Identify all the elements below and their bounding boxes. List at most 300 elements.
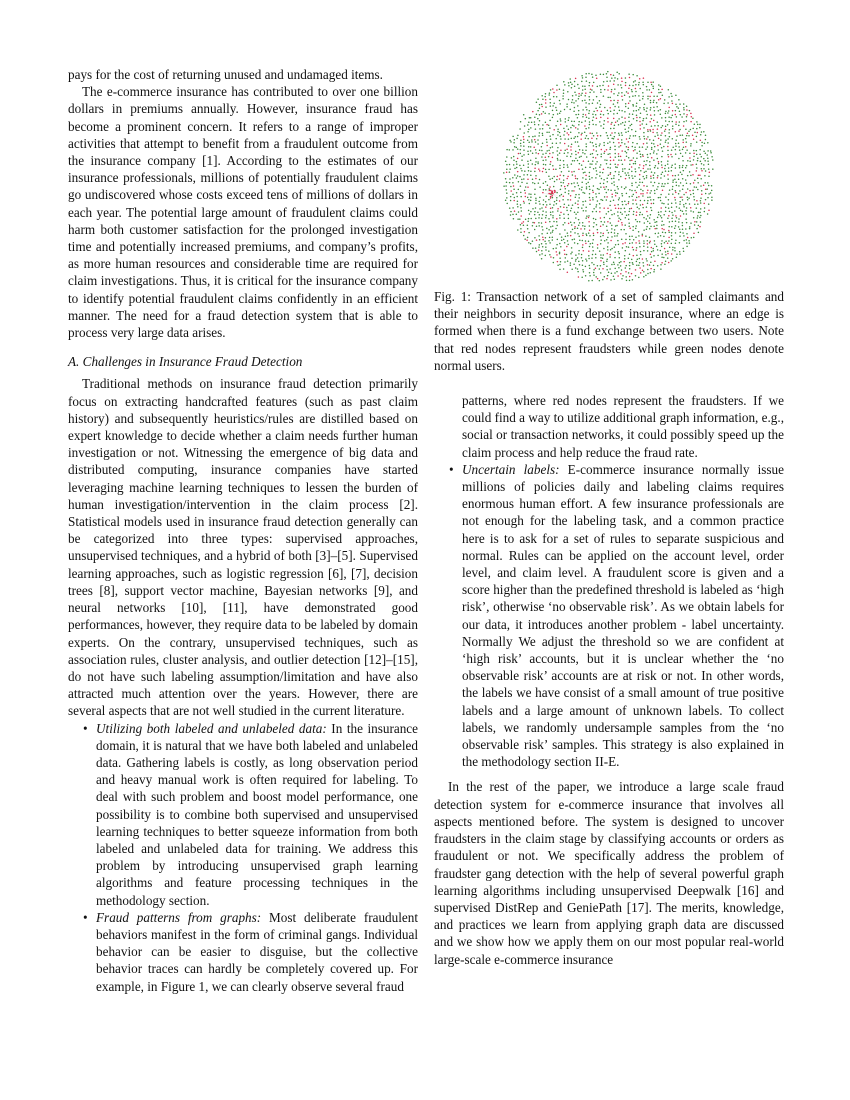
fraud-node xyxy=(642,235,644,237)
normal-node xyxy=(584,131,586,133)
normal-node xyxy=(585,106,587,108)
normal-node xyxy=(544,240,546,242)
normal-node xyxy=(687,160,689,162)
normal-node xyxy=(681,116,683,118)
normal-node xyxy=(639,138,641,140)
normal-node xyxy=(513,188,515,190)
normal-node xyxy=(634,168,636,170)
fraud-node xyxy=(668,107,670,109)
normal-node xyxy=(662,125,664,127)
normal-node xyxy=(505,199,507,201)
fraud-node xyxy=(635,242,637,244)
fraud-node xyxy=(523,221,525,223)
normal-node xyxy=(675,225,677,227)
normal-node xyxy=(589,121,591,123)
normal-node xyxy=(599,145,601,147)
normal-node xyxy=(621,238,623,240)
normal-node xyxy=(577,141,579,143)
fraud-node xyxy=(610,74,612,76)
normal-node xyxy=(516,167,518,169)
normal-node xyxy=(528,210,530,212)
normal-node xyxy=(617,113,619,115)
normal-node xyxy=(537,143,539,145)
normal-node xyxy=(682,156,684,158)
normal-node xyxy=(563,134,565,136)
normal-node xyxy=(683,121,685,123)
normal-node xyxy=(592,199,594,201)
normal-node xyxy=(552,237,554,239)
normal-node xyxy=(587,182,589,184)
normal-node xyxy=(699,154,701,156)
normal-node xyxy=(555,138,557,140)
normal-node xyxy=(545,159,547,161)
normal-node xyxy=(610,134,612,136)
fraud-node xyxy=(546,145,548,147)
fraud-node xyxy=(693,182,695,184)
normal-node xyxy=(564,229,566,231)
normal-node xyxy=(534,229,536,231)
normal-node xyxy=(510,211,512,213)
normal-node xyxy=(639,246,641,248)
normal-node xyxy=(690,164,692,166)
normal-node xyxy=(568,193,570,195)
normal-node xyxy=(582,168,584,170)
normal-node xyxy=(682,165,684,167)
normal-node xyxy=(697,124,699,126)
normal-node xyxy=(571,102,573,104)
normal-node xyxy=(649,223,651,225)
normal-node xyxy=(539,186,541,188)
normal-node xyxy=(690,143,692,145)
normal-node xyxy=(664,264,666,266)
normal-node xyxy=(542,128,544,130)
normal-node xyxy=(607,142,609,144)
normal-node xyxy=(661,221,663,223)
normal-node xyxy=(609,268,611,270)
normal-node xyxy=(624,258,626,260)
normal-node xyxy=(519,176,521,178)
normal-node xyxy=(572,99,574,101)
normal-node xyxy=(627,172,629,174)
normal-node xyxy=(586,135,588,137)
normal-node xyxy=(534,121,536,123)
normal-node xyxy=(509,182,511,184)
normal-node xyxy=(542,210,544,212)
fraud-node xyxy=(651,92,653,94)
normal-node xyxy=(660,264,662,266)
normal-node xyxy=(520,224,522,226)
normal-node xyxy=(686,116,688,118)
normal-node xyxy=(649,264,651,266)
normal-node xyxy=(665,261,667,263)
normal-node xyxy=(639,179,641,181)
normal-node xyxy=(635,182,637,184)
normal-node xyxy=(519,128,521,130)
normal-node xyxy=(668,132,670,134)
normal-node xyxy=(571,183,573,185)
normal-node xyxy=(578,207,580,209)
normal-node xyxy=(535,200,537,202)
normal-node xyxy=(646,86,648,88)
normal-node xyxy=(516,161,518,163)
normal-node xyxy=(603,248,605,250)
normal-node xyxy=(689,242,691,244)
normal-node xyxy=(552,110,554,112)
fraud-node xyxy=(633,255,635,257)
paragraph-rest-of-paper: In the rest of the paper, we introduce a large scale fraud detection system for e-commerce insurance that involves all aspects mentioned before. The system is designed to uncover fraudsters in the claim stage by classifying accounts or orders as fraudulent or not. We specifically address the problem of fraudster gang detection with the help of several powerful graph learning algorithms including unsupervised Deepwalk [16] and supervised DistRep and GeniePath [17]. The merits, knowledge, and practices we learn from applying graph data are discussed and we show how we apply them on our most popular real-world large-scale e-commerce insurance xyxy=(434,779,784,967)
normal-node xyxy=(676,217,678,219)
normal-node xyxy=(678,221,680,223)
normal-node xyxy=(541,253,543,255)
normal-node xyxy=(650,100,652,102)
fraud-node xyxy=(682,142,684,144)
normal-node xyxy=(640,200,642,202)
normal-node xyxy=(669,246,671,248)
normal-node xyxy=(524,125,526,127)
normal-node xyxy=(609,153,611,155)
normal-node xyxy=(520,149,522,151)
normal-node xyxy=(579,163,581,165)
normal-node xyxy=(628,117,630,119)
normal-node xyxy=(647,246,649,248)
normal-node xyxy=(613,275,615,277)
normal-node xyxy=(675,199,677,201)
normal-node xyxy=(604,120,606,122)
normal-node xyxy=(520,168,522,170)
fraud-node xyxy=(672,110,674,112)
normal-node xyxy=(600,74,602,76)
normal-node xyxy=(639,150,641,152)
fraud-node xyxy=(574,226,576,228)
fraud-node xyxy=(603,168,605,170)
fraud-node xyxy=(639,124,641,126)
normal-node xyxy=(573,182,575,184)
fraud-node xyxy=(568,183,570,185)
normal-node xyxy=(555,247,557,249)
normal-node xyxy=(534,214,536,216)
normal-node xyxy=(520,196,522,198)
normal-node xyxy=(678,178,680,180)
normal-node xyxy=(701,145,703,147)
normal-node xyxy=(690,222,692,224)
normal-node xyxy=(647,136,649,138)
normal-node xyxy=(653,255,655,257)
normal-node xyxy=(600,156,602,158)
normal-node xyxy=(638,185,640,187)
fraud-node xyxy=(550,161,552,163)
normal-node xyxy=(556,142,558,144)
fraud-node xyxy=(564,250,566,252)
normal-node xyxy=(670,117,672,119)
fraud-node xyxy=(635,88,637,90)
normal-node xyxy=(561,185,563,187)
normal-node xyxy=(528,153,530,155)
normal-node xyxy=(597,102,599,104)
normal-node xyxy=(665,165,667,167)
normal-node xyxy=(636,157,638,159)
normal-node xyxy=(559,152,561,154)
normal-node xyxy=(640,254,642,256)
normal-node xyxy=(614,125,616,127)
normal-node xyxy=(653,143,655,145)
normal-node xyxy=(592,160,594,162)
normal-node xyxy=(530,196,532,198)
normal-node xyxy=(656,102,658,104)
fraud-node xyxy=(550,190,552,192)
fraud-node xyxy=(525,192,527,194)
normal-node xyxy=(638,167,640,169)
fraud-node xyxy=(580,228,582,230)
normal-node xyxy=(679,251,681,253)
normal-node xyxy=(596,174,598,176)
normal-node xyxy=(516,147,518,149)
normal-node xyxy=(628,131,630,133)
normal-node xyxy=(610,200,612,202)
fraud-node xyxy=(628,87,630,89)
normal-node xyxy=(660,109,662,111)
normal-node xyxy=(607,242,609,244)
normal-node xyxy=(564,152,566,154)
normal-node xyxy=(589,275,591,277)
normal-node xyxy=(557,134,559,136)
normal-node xyxy=(521,155,523,157)
normal-node xyxy=(560,206,562,208)
normal-node xyxy=(696,154,698,156)
normal-node xyxy=(675,145,677,147)
normal-node xyxy=(675,175,677,177)
normal-node xyxy=(549,164,551,166)
normal-node xyxy=(632,178,634,180)
normal-node xyxy=(528,242,530,244)
normal-node xyxy=(632,262,634,264)
normal-node xyxy=(639,181,641,183)
normal-node xyxy=(602,235,604,237)
normal-node xyxy=(614,184,616,186)
normal-node xyxy=(656,221,658,223)
normal-node xyxy=(660,113,662,115)
normal-node xyxy=(539,197,541,199)
normal-node xyxy=(665,125,667,127)
fraud-node xyxy=(689,190,691,192)
fraud-node xyxy=(600,117,602,119)
normal-node xyxy=(686,222,688,224)
normal-node xyxy=(660,127,662,129)
normal-node xyxy=(552,152,554,154)
normal-node xyxy=(606,73,608,75)
normal-node xyxy=(587,138,589,140)
normal-node xyxy=(643,271,645,273)
fraud-node xyxy=(538,153,540,155)
fraud-node xyxy=(703,185,705,187)
normal-node xyxy=(625,132,627,134)
normal-node xyxy=(567,199,569,201)
figure-1 xyxy=(434,66,784,288)
normal-node xyxy=(619,257,621,259)
normal-node xyxy=(688,130,690,132)
normal-node xyxy=(589,176,591,178)
normal-node xyxy=(620,176,622,178)
normal-node xyxy=(632,104,634,106)
normal-node xyxy=(707,182,709,184)
normal-node xyxy=(549,203,551,205)
normal-node xyxy=(545,169,547,171)
normal-node xyxy=(707,158,709,160)
normal-node xyxy=(595,74,597,76)
normal-node xyxy=(506,181,508,183)
normal-node xyxy=(618,179,620,181)
normal-node xyxy=(573,125,575,127)
normal-node xyxy=(607,153,609,155)
normal-node xyxy=(552,178,554,180)
normal-node xyxy=(581,133,583,135)
normal-node xyxy=(659,197,661,199)
normal-node xyxy=(629,268,631,270)
normal-node xyxy=(538,124,540,126)
normal-node xyxy=(614,246,616,248)
list-item-fraud-patterns xyxy=(68,909,418,995)
normal-node xyxy=(651,147,653,149)
bullet-icon: • xyxy=(83,909,88,925)
normal-node xyxy=(575,100,577,102)
normal-node xyxy=(669,211,671,213)
fraud-node xyxy=(517,171,519,173)
normal-node xyxy=(543,183,545,185)
normal-node xyxy=(652,86,654,88)
normal-node xyxy=(643,265,645,267)
normal-node xyxy=(665,113,667,115)
normal-node xyxy=(553,176,555,178)
normal-node xyxy=(567,260,569,262)
fraud-node xyxy=(639,164,641,166)
normal-node xyxy=(579,264,581,266)
normal-node xyxy=(581,182,583,184)
fraud-node xyxy=(639,267,641,269)
normal-node xyxy=(674,247,676,249)
normal-node xyxy=(622,195,624,197)
normal-node xyxy=(567,164,569,166)
normal-node xyxy=(584,88,586,90)
normal-node xyxy=(710,152,712,154)
normal-node xyxy=(592,197,594,199)
fraud-node xyxy=(611,132,613,134)
normal-node xyxy=(618,217,620,219)
normal-node xyxy=(665,120,667,122)
normal-node xyxy=(654,269,656,271)
fraud-node xyxy=(675,114,677,116)
normal-node xyxy=(589,167,591,169)
normal-node xyxy=(661,164,663,166)
normal-node xyxy=(593,145,595,147)
normal-node xyxy=(585,275,587,277)
normal-node xyxy=(676,185,678,187)
fraud-node xyxy=(699,226,701,228)
normal-node xyxy=(532,240,534,242)
fraud-node xyxy=(643,143,645,145)
normal-node xyxy=(530,160,532,162)
normal-node xyxy=(574,232,576,234)
normal-node xyxy=(682,232,684,234)
normal-node xyxy=(590,141,592,143)
normal-node xyxy=(618,199,620,201)
normal-node xyxy=(667,163,669,165)
normal-node xyxy=(506,189,508,191)
normal-node xyxy=(596,161,598,163)
normal-node xyxy=(567,244,569,246)
normal-node xyxy=(577,117,579,119)
normal-node xyxy=(632,226,634,228)
normal-node xyxy=(545,106,547,108)
normal-node xyxy=(550,232,552,234)
normal-node xyxy=(661,161,663,163)
fraud-node xyxy=(601,110,603,112)
normal-node xyxy=(545,246,547,248)
normal-node xyxy=(574,186,576,188)
fraud-node xyxy=(596,118,598,120)
normal-node xyxy=(538,246,540,248)
fraud-node xyxy=(553,168,555,170)
normal-node xyxy=(506,156,508,158)
normal-node xyxy=(694,199,696,201)
normal-node xyxy=(635,91,637,93)
normal-node xyxy=(595,177,597,179)
normal-node xyxy=(654,193,656,195)
fraud-node xyxy=(568,223,570,225)
fraud-node xyxy=(613,159,615,161)
fraud-node xyxy=(675,121,677,123)
normal-node xyxy=(530,193,532,195)
fraud-node xyxy=(556,251,558,253)
normal-node xyxy=(570,221,572,223)
fraud-node xyxy=(581,134,583,136)
normal-node xyxy=(672,138,674,140)
normal-node xyxy=(657,121,659,123)
normal-node xyxy=(505,185,507,187)
normal-node xyxy=(550,102,552,104)
normal-node xyxy=(563,160,565,162)
normal-node xyxy=(675,202,677,204)
fraud-node xyxy=(652,129,654,131)
normal-node xyxy=(509,164,511,166)
normal-node xyxy=(620,265,622,267)
normal-node xyxy=(660,135,662,137)
normal-node xyxy=(694,186,696,188)
normal-node xyxy=(571,143,573,145)
normal-node xyxy=(645,149,647,151)
normal-node xyxy=(658,84,660,86)
normal-node xyxy=(527,197,529,199)
fraud-node xyxy=(545,102,547,104)
normal-node xyxy=(578,98,580,100)
normal-node xyxy=(638,231,640,233)
fraud-node xyxy=(583,250,585,252)
normal-node xyxy=(620,219,622,221)
normal-node xyxy=(697,157,699,159)
normal-node xyxy=(556,200,558,202)
normal-node xyxy=(518,211,520,213)
normal-node xyxy=(647,269,649,271)
normal-node xyxy=(641,123,643,125)
normal-node xyxy=(604,159,606,161)
normal-node xyxy=(566,106,568,108)
fraud-node xyxy=(588,221,590,223)
normal-node xyxy=(559,195,561,197)
fraud-node xyxy=(625,271,627,273)
fraud-node xyxy=(617,275,619,277)
fraud-node xyxy=(606,253,608,255)
normal-node xyxy=(552,105,554,107)
normal-node xyxy=(682,225,684,227)
fraud-node xyxy=(617,138,619,140)
